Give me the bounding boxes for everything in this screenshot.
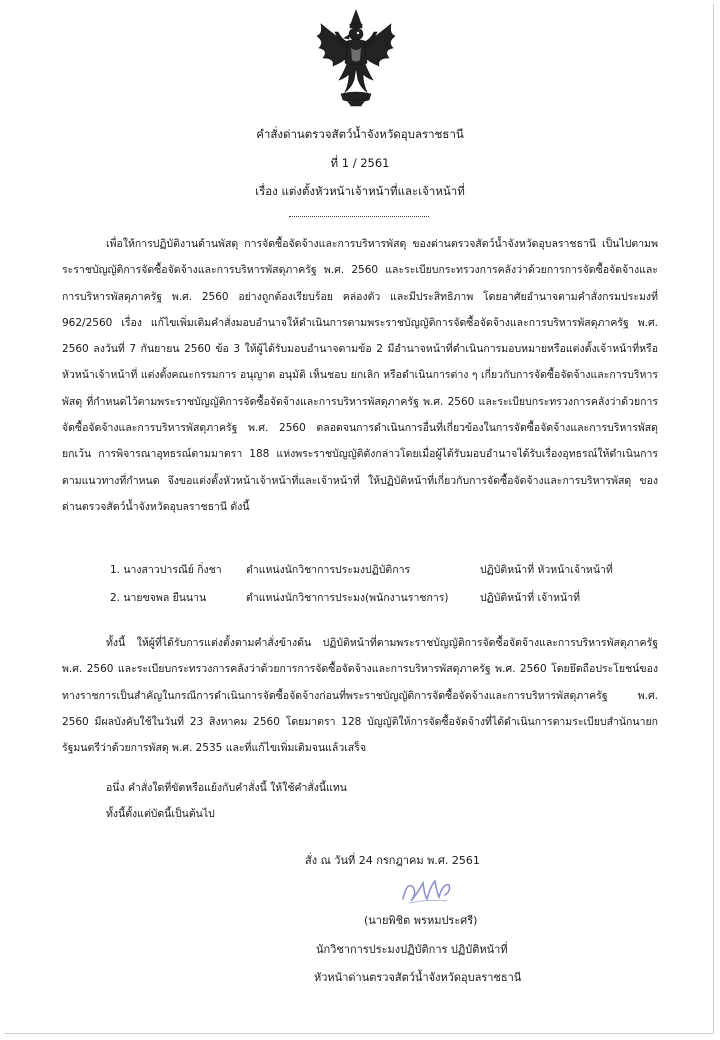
handwritten-signature-icon xyxy=(397,873,457,909)
signer-name: (นายพิชิต พรหมประศรี) xyxy=(364,914,478,927)
staff-name: 2. นายขจพล ยืนนาน xyxy=(110,592,207,604)
body-paragraph-2 xyxy=(62,630,658,770)
paragraph-text-line-2: ทั้งนี้ตั้งแต่บัดนี้เป็นต้นไป xyxy=(106,808,215,821)
staff-name: 1. นางสาวปารณีย์ กิ่งชา xyxy=(110,564,222,576)
staff-duty: ปฏิบัติหน้าที่ หัวหน้าเจ้าหน้าที่ xyxy=(480,564,613,576)
paragraph-text: ทั้งนี้ ให้ผู้ที่ได้รับการแต่งตั้งตามคำสั่งข้างต้น ปฏิบัติหน้าที่ตามพระราชบัญญัติการจัดซื้อจัดจ้างและการบริหารพัสดุภาครัฐ พ.ศ. 2560 และระเบียบกระทรวงการคลังว่าด้วยการการจัดซื้อจัดจ้างและการบริหารพัสดุภาครัฐ พ.ศ. 2560 โดยยึดถือประโยชน์ของทางราชการเป็นสำคัญในกรณีการดำเนินการจัดซื้อจัดจ้างก่อนที่พระราชบัญญัติการจัดซื้อจัดจ้างและการบริหารพัสดุภาครัฐ พ.ศ. 2560 มีผลบังคับใช้ในวันที่ 23 สิงหาคม 2560 โดยมาตรา 128 บัญญัติให้การจัดซื้อจัดจ้างที่ได้ดำเนินการตามระเบียบสำนักนายกรัฐมนตรีว่าด้วยการพัสดุ พ.ศ. 2535 และที่แก้ไขเพิ่มเติมจนแล้วเสร็จ xyxy=(62,637,658,755)
body-paragraph-3 xyxy=(62,775,658,828)
order-title: คำสั่งด่านตรวจสัตว์น้ำจังหวัดอุบลราชธานี xyxy=(256,127,464,141)
order-date: สั่ง ณ วันที่ 24 กรกฎาคม พ.ศ. 2561 xyxy=(305,854,480,867)
order-number: ที่ 1 / 2561 xyxy=(330,156,390,170)
paragraph-text-line-1: อนึ่ง คำสั่งใดที่ขัดหรือแย้งกับคำสั่งนี้ ให้ใช้คำสั่งนี้แทน xyxy=(106,782,347,794)
body-paragraph-1 xyxy=(62,231,658,551)
staff-duty: ปฏิบัติหน้าที่ เจ้าหน้าที่ xyxy=(480,592,581,604)
staff-position: ตำแหน่งนักวิชาการประมงปฏิบัติการ xyxy=(246,564,411,576)
dotted-divider xyxy=(289,216,429,217)
signer-position: นักวิชาการประมงปฏิบัติการ ปฏิบัติหน้าที่ xyxy=(316,943,508,956)
order-subject: เรื่อง แต่งตั้งหัวหน้าเจ้าหน้าที่และเจ้าหน้าที่ xyxy=(255,184,465,198)
signer-office: หัวหน้าด่านตรวจสัตว์น้ำจังหวัดอุบลราชธานี xyxy=(314,971,522,984)
garuda-emblem-icon xyxy=(313,8,399,108)
paragraph-text: เพื่อให้การปฏิบัติงานด้านพัสดุ การจัดซื้อจัดจ้างและการบริหารพัสดุ ของด่านตรวจสัตว์น้ำจังหวัดอุบลราชธานี เป็นไปตามพระราชบัญญัติการจัดซื้อจัดจ้างและการบริหารพัสดุภาครัฐ พ.ศ. 2560 และระเบียบกระทรวงการคลังว่าด้วยการการจัดซื้อจัดจ้างและการบริหารพัสดุภาครัฐ พ.ศ. 2560 อย่างถูกต้องเรียบร้อย คล่องตัว และมีประสิทธิภาพ โดยอาศัยอำนาจตามคำสั่งกรมประมงที่ 962/2560 เรื่อง แก้ไขเพิ่มเติมคำสั่งมอบอำนาจให้ดำเนินการตามพระราชบัญญัติการจัดซื้อจัดจ้างและการบริหารพัสดุภาครัฐ พ.ศ. 2560 ลงวันที่ 7 กันยายน 2560 ข้อ 3 ให้ผู้ได้รับมอบอำนาจตามข้อ 2 มีอำนาจหน้าที่ดำเนินการมอบหมายหรือแต่งตั้งเจ้าหน้าที่หรือหัวหน้าเจ้าหน้าที่ แต่งตั้งคณะกรรมการ อนุญาต อนุมัติ เห็นชอบ ยกเลิก หรือดำเนินการต่าง ๆ เกี่ยวกับการจัดซื้อจัดจ้างและการบริหารพัสดุ ที่กำหนดไว้ตามพระราชบัญญัติการจัดซื้อจัดจ้างและการบริหารพัสดุภาครัฐ พ.ศ. 2560 และระเบียบกระทรวงการคลังว่าด้วยการจัดซื้อจัดจ้างและการบริหารพัสดุภาครัฐ พ.ศ. 2560 ตลอดจนการดำเนินการอื่นที่เกี่ยวข้องในการจัดซื้อจัดจ้างและการบริหารพัสดุ ยกเว้น การพิจารณาอุทธรณ์ตามมาตรา 188 แห่งพระราชบัญญัติดังกล่าวโดยเมื่อผู้ได้รับมอบอำนาจได้รับเรื่องอุทธรณ์ให้ดำเนินการตามแนวทางที่กำหนด จึงขอแต่งตั้งหัวหน้าเจ้าหน้าที่และเจ้าหน้าที่ ให้ปฏิบัติหน้าที่เกี่ยวกับการจัดซื้อจัดจ้างและการบริหารพัสดุ ของด่านตรวจสัตว์น้ำจังหวัดอุบลราชธานี ดังนี้ xyxy=(62,238,658,513)
staff-position: ตำแหน่งนักวิชาการประมง(พนักงานราชการ) xyxy=(246,592,449,604)
